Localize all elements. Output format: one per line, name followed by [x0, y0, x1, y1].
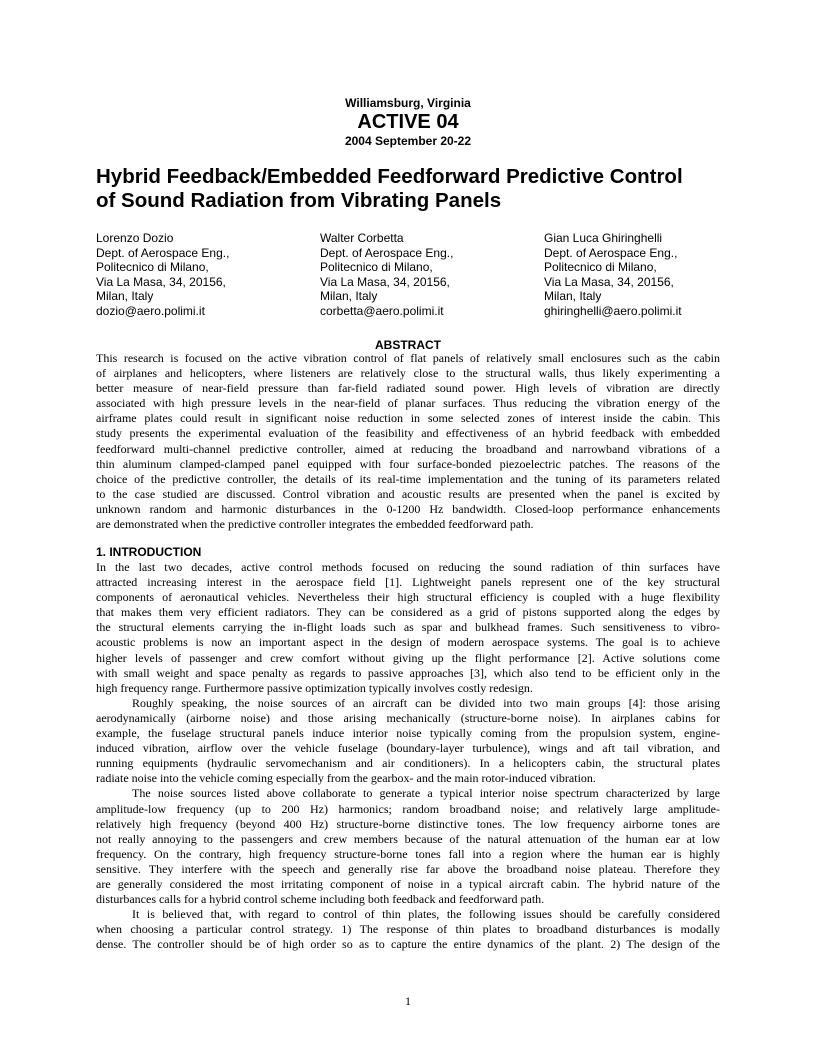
- abstract-line: This research is focused on the active vibration control of flat panels of relatively small enclosures such as the cabin: [96, 351, 720, 365]
- author-city: Milan, Italy: [320, 289, 378, 303]
- conference-name: ACTIVE 04: [357, 111, 459, 133]
- author-name: Lorenzo Dozio: [96, 231, 174, 245]
- abstract-line: to the case studied are discussed. Control vibration and acoustic results are presented when the panel is excited by: [96, 486, 720, 501]
- author-address: Via La Masa, 34, 20156,: [544, 274, 674, 289]
- title-line: of Sound Radiation from Vibrating Panels: [96, 189, 502, 212]
- intro-line: frequency. On the contrary, high frequency structure-borne tones fall into a region where the human ear is highly: [96, 846, 720, 861]
- author-institution: Politecnico di Milano,: [96, 260, 209, 274]
- intro-line: sensitive. They interfere with the speech and generally rise far above the broadband noise plateau. Therefore they: [96, 861, 720, 876]
- intro-line: dense. The controller should be of high order so as to capture the entire dynamics of the plant. 2) The design of the: [96, 937, 720, 952]
- intro-line: that makes them very efficient radiators. They can be considered as a grid of pistons supported along the edges by: [96, 605, 720, 620]
- intro-line: Roughly speaking, the noise sources of an aircraft can be divided into two main groups [4]: those arising: [132, 695, 720, 710]
- author-name: Walter Corbetta: [320, 231, 404, 245]
- intro-line: In the last two decades, active control methods focused on reducing the sound radiation of thin surfaces have: [96, 560, 720, 574]
- intro-line: components of aeronautical vehicles. Nevertheless their high structural efficiency is coupled with a huge flexibility: [96, 590, 720, 605]
- abstract-line: feedforward multi-channel predictive controller, aimed at reducing the broadband and narrowband vibrations of a: [96, 441, 720, 456]
- author-email: corbetta@aero.polimi.it: [320, 303, 444, 318]
- author-email: ghiringhelli@aero.polimi.it: [544, 303, 682, 318]
- abstract-heading: ABSTRACT: [375, 338, 441, 352]
- introduction-body: [96, 560, 720, 952]
- author-block-corbetta: [320, 231, 453, 318]
- intro-line: It is believed that, with regard to control of thin plates, the following issues should be carefully considered: [132, 907, 720, 922]
- intro-line: when choosing a particular control strategy. 1) The response of thin plates to broadband disturbances is modally: [96, 922, 720, 937]
- intro-line: radiate noise into the vehicle coming especially from the gearbox- and the main rotor-induced vibration.: [96, 771, 596, 786]
- abstract-body: [96, 351, 720, 532]
- intro-line: example, the fuselage structural panels induce interior noise typically coming from the propulsion system, engine-: [96, 726, 720, 741]
- intro-line: running equipments (hydraulic servomechanism and air conditioners). In a helicopters cabin, the structural plates: [96, 756, 720, 771]
- intro-line: with small weight and space penalty as regards to passive approaches [3], which also tend to be efficient only in the: [96, 665, 720, 680]
- intro-line: not really annoying to the passengers and crew members because of the natural attenuation of the human ear at low: [96, 831, 720, 846]
- intro-line: aerodynamically (airborne noise) and those arising mechanically (structure-borne noise). In airplanes cabins for: [96, 710, 720, 725]
- author-name: Gian Luca Ghiringhelli: [544, 231, 663, 245]
- author-dept: Dept. of Aerospace Eng.,: [544, 245, 678, 260]
- page-number: 1: [405, 994, 411, 1008]
- intro-line: acoustic problems is now an important aspect in the design of modern aerospace systems. The goal is to achieve: [96, 635, 720, 650]
- abstract-line: are demonstrated when the predictive controller integrates the embedded feedforward path.: [96, 517, 534, 532]
- abstract-line: airframe plates could result in significant noise reduction in some selected zones of interest inside the cabin. This: [96, 411, 720, 426]
- author-address: Via La Masa, 34, 20156,: [320, 274, 450, 289]
- introduction-heading: 1. INTRODUCTION: [96, 545, 202, 559]
- author-email: dozio@aero.polimi.it: [96, 303, 205, 318]
- author-institution: Politecnico di Milano,: [544, 260, 657, 274]
- intro-line: are generally considered the most irritating component of noise in a typical aircraft cabin. The hybrid nature of the: [96, 876, 720, 891]
- author-block-ghiringhelli: [544, 231, 682, 318]
- title-line: Hybrid Feedback/Embedded Feedforward Predictive Control: [96, 165, 683, 188]
- author-city: Milan, Italy: [544, 289, 602, 303]
- intro-line: attracted increasing interest in the aerospace field [1]. Lightweight panels represent one of the key structural: [96, 575, 720, 590]
- intro-line: relatively high frequency (beyond 400 Hz) structure-borne distinctive tones. The low frequency airborne tones are: [96, 816, 720, 831]
- abstract-line: choice of the predictive controller, the details of its real-time implementation and the tuning of its parameters related: [96, 471, 720, 486]
- abstract-line: thin aluminum clamped-clamped panel equipped with four surface-bonded piezoelectric patches. The reasons of the: [96, 456, 720, 471]
- author-block-dozio: [96, 231, 229, 318]
- abstract-line: better measure of near-field pressure than far-field radiated sound power. High levels of vibration are directly: [96, 381, 720, 396]
- paper-title: [96, 165, 736, 213]
- author-institution: Politecnico di Milano,: [320, 260, 433, 274]
- abstract-line: of airplanes and helicopters, where listeners are relatively close to the structural walls, thus likely experimenting a: [96, 366, 720, 381]
- intro-line: higher levels of passenger and crew comfort without giving up the flight performance [2]. Active solutions come: [96, 650, 720, 665]
- intro-line: disturbances calls for a hybrid control scheme including both feedback and feedforward path.: [96, 892, 545, 907]
- intro-line: amplitude-low frequency (up to 200 Hz) harmonics; random broadband noise; and relatively large amplitude-: [96, 801, 720, 816]
- abstract-line: unknown random and harmonic disturbances in the 0-1200 Hz bandwidth. Closed-loop performance enhancements: [96, 501, 720, 516]
- intro-line: The noise sources listed above collaborate to generate a typical interior noise spectrum characterized by large: [132, 786, 720, 801]
- conference-location: Williamsburg, Virginia: [345, 96, 471, 110]
- author-dept: Dept. of Aerospace Eng.,: [96, 245, 230, 260]
- intro-line: induced vibration, airflow over the vehicle fuselage (boundary-layer turbulence), wings and aft tail vibration, and: [96, 741, 720, 756]
- author-dept: Dept. of Aerospace Eng.,: [320, 245, 454, 260]
- conference-date: 2004 September 20-22: [344, 134, 472, 148]
- author-city: Milan, Italy: [96, 289, 154, 303]
- abstract-line: study presents the experimental evaluation of the feasibility and effectiveness of an hybrid feedback with embedded: [96, 426, 720, 441]
- intro-line: high frequency range. Furthermore passive optimization typically involves costly redesign.: [96, 680, 533, 695]
- abstract-line: associated with high pressure levels in the near-field of planar surfaces. Thus reducing the vibration energy of the: [96, 396, 720, 411]
- author-address: Via La Masa, 34, 20156,: [96, 274, 226, 289]
- intro-line: the structural elements carrying the in-flight loads such as spar and bulkhead frames. Such sensitiveness to vibro-: [96, 620, 720, 635]
